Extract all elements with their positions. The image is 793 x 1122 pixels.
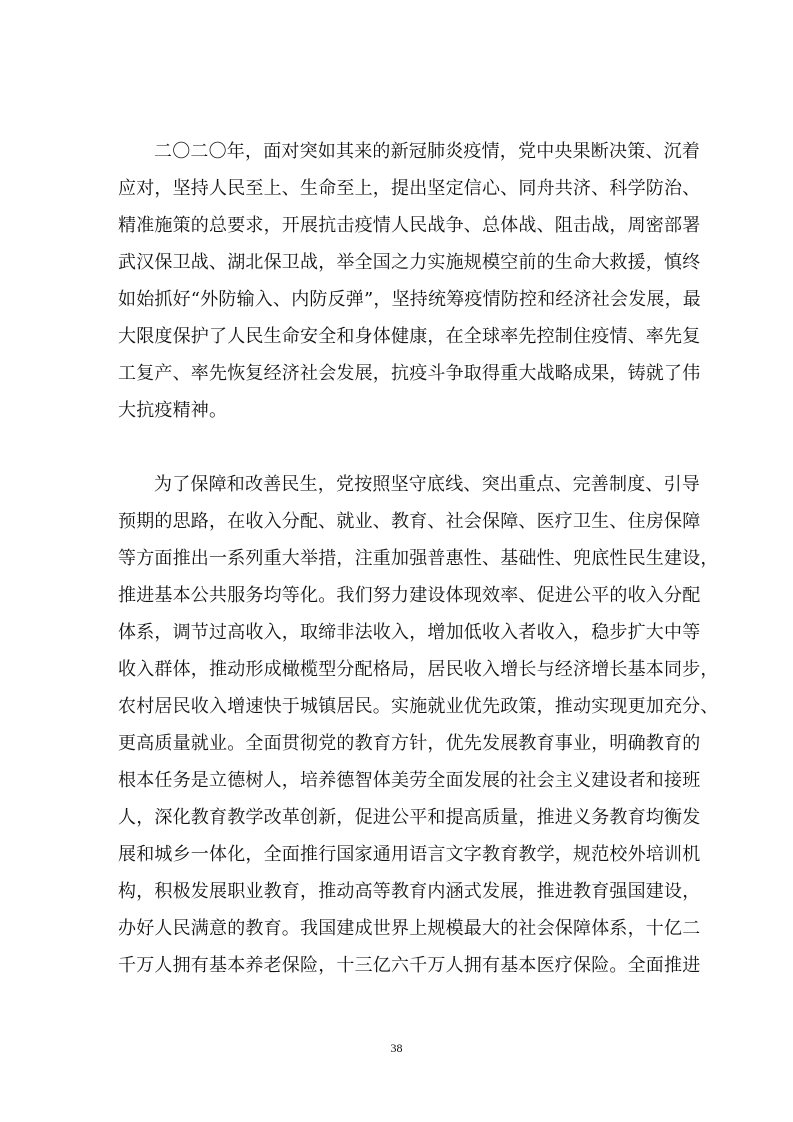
text-line: 推进基本公共服务均等化。我们努力建设体现效率、促进公平的收入分配	[118, 585, 701, 606]
text-line: 应对，坚持人民至上、生命至上，提出坚定信心、同舟共济、科学防治、	[118, 178, 701, 199]
text-line: 精准施策的总要求，开展抗击疫情人民战争、总体战、阻击战，周密部署	[118, 215, 701, 236]
text-line: 二〇二〇年，面对突如其来的新冠肺炎疫情，党中央果断决策、沉着	[154, 141, 700, 162]
text-line: 构，积极发展职业教育，推动高等教育内涵式发展，推进教育强国建设，	[118, 881, 701, 902]
text-line: 如始抓好“外防输入、内防反弹”，坚持统筹疫情防控和经济社会发展，最	[118, 289, 702, 310]
text-line: 为了保障和改善民生，党按照坚守底线、突出重点、完善制度、引导	[154, 474, 700, 495]
text-line: 农村居民收入增速快于城镇居民。实施就业优先政策，推动实现更加充分、	[118, 696, 719, 717]
text-line: 收入群体，推动形成橄榄型分配格局，居民收入增长与经济增长基本同步，	[118, 659, 719, 680]
text-line: 武汉保卫战、湖北保卫战，举全国之力实施规模空前的生命大救援，慎终	[118, 252, 701, 273]
text-line: 等方面推出一系列重大举措，注重加强普惠性、基础性、兜底性民生建设，	[118, 548, 719, 569]
text-line: 大限度保护了人民生命安全和身体健康，在全球率先控制住疫情、率先复	[118, 326, 701, 347]
text-line: 根本任务是立德树人，培养德智体美劳全面发展的社会主义建设者和接班	[118, 770, 701, 791]
text-line: 体系，调节过高收入，取缔非法收入，增加低收入者收入，稳步扩大中等	[118, 622, 701, 643]
text-line: 办好人民满意的教育。我国建成世界上规模最大的社会保障体系，十亿二	[118, 918, 701, 939]
text-line: 更高质量就业。全面贯彻党的教育方针，优先发展教育事业，明确教育的	[118, 733, 701, 754]
text-line: 展和城乡一体化，全面推行国家通用语言文字教育教学，规范校外培训机	[118, 844, 701, 865]
text-line: 千万人拥有基本养老保险，十三亿六千万人拥有基本医疗保险。全面推进	[118, 955, 701, 976]
text-line: 大抗疫精神。	[118, 400, 228, 421]
text-line: 预期的思路，在收入分配、就业、教育、社会保障、医疗卫生、住房保障	[118, 511, 701, 532]
page-number: 38	[390, 1041, 403, 1055]
text-line: 工复产、率先恢复经济社会发展，抗疫斗争取得重大战略成果，铸就了伟	[118, 363, 701, 384]
text-line: 人，深化教育教学改革创新，促进公平和提高质量，推进义务教育均衡发	[118, 807, 701, 828]
